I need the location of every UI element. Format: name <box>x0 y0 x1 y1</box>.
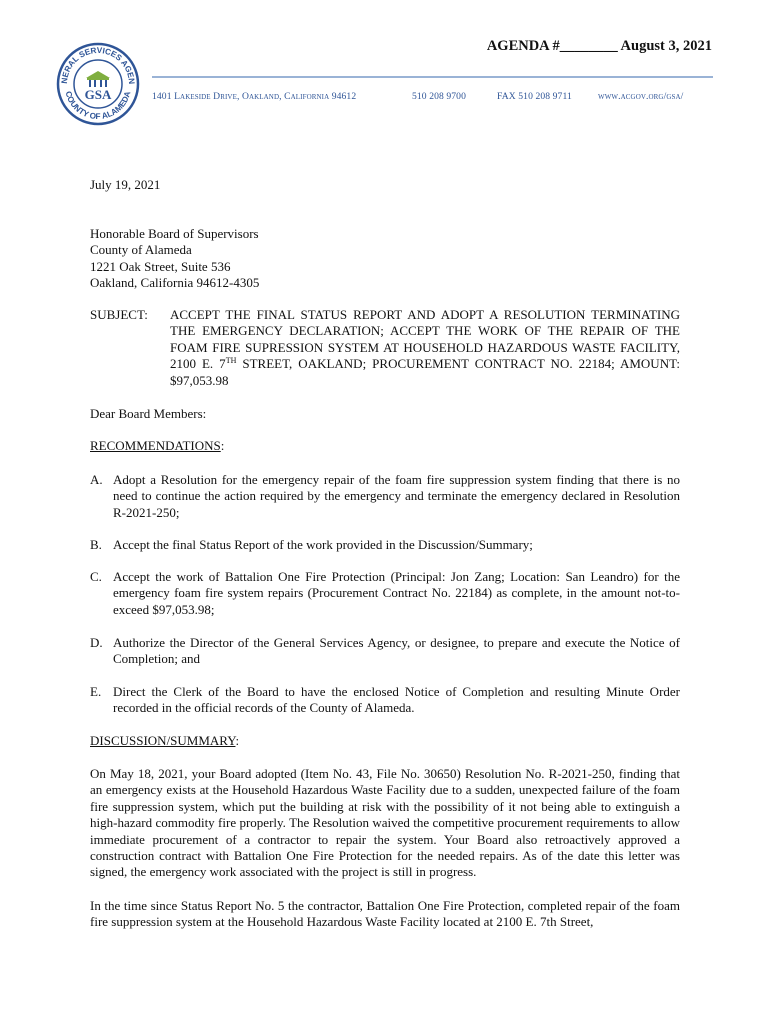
header-website[interactable]: www.acgov.org/gsa/ <box>598 91 684 102</box>
header-phone: 510 208 9700 <box>412 91 466 102</box>
recommendation-text: Accept the final Status Report of the work provided in the Discussion/Summary; <box>113 537 533 552</box>
recipient-line: 1221 Oak Street, Suite 536 <box>90 258 231 274</box>
recommendation-item <box>90 684 680 717</box>
discussion-paragraph: In the time since Status Report No. 5 the contractor, Battalion One Fire Protection, completed repair of the foam fire suppression system at the Household Hazardous Waste Facility located at 2100 E. 7th Street, <box>90 898 680 930</box>
recommendation-letter: D. <box>90 635 103 650</box>
recipient-line: County of Alameda <box>90 242 192 258</box>
subject-text <box>170 307 680 389</box>
discussion-heading: DISCUSSION/SUMMARY: <box>90 733 240 748</box>
recommendation-letter: B. <box>90 537 102 552</box>
header-fax: FAX 510 208 9711 <box>497 91 572 102</box>
logo-ring-bottom-text: COUNTY OF ALAMEDA <box>63 90 133 122</box>
subject-superscript: TH <box>225 356 237 366</box>
subject-text-part2: STREET, OAKLAND; PROCUREMENT CONTRACT NO. 22184; AMOUNT: $97,053.98 <box>170 356 680 388</box>
recipient-line: Honorable Board of Supervisors <box>90 226 259 241</box>
recipient-block <box>90 226 680 292</box>
recommendation-text: Authorize the Director of the General Services Agency, or designee, to prepare and execute the Notice of Completion; and <box>113 635 680 667</box>
recommendation-item <box>90 569 680 618</box>
recommendation-text: Direct the Clerk of the Board to have the enclosed Notice of Completion and resulting Minute Order recorded in the official records of the County of Alameda. <box>113 684 680 716</box>
recommendation-text: Accept the work of Battalion One Fire Protection (Principal: Jon Zang; Location: San Leandro) for the emergency foam fire system repairs (Procurement Contract No. 22184) as complete, in the amount not-to-exceed $97,053.98; <box>113 569 680 617</box>
recommendation-letter: C. <box>90 569 102 584</box>
recommendation-text: Adopt a Resolution for the emergency repair of the foam fire suppression system finding that there is no need to continue the action required by the emergency and terminate the emergency declared in Resolution R-2021-250; <box>113 472 680 520</box>
recommendations-heading: RECOMMENDATIONS: <box>90 438 225 453</box>
discussion-paragraph: On May 18, 2021, your Board adopted (Item No. 43, File No. 30650) Resolution No. R-2021-250, finding that an emergency exists at the Household Hazardous Waste Facility due to a sudden, unexpected failure of the foam fire suppression system, which put the building at risk with the possibility of it not being able to extinguish a high-hazard commodity fire properly. The Resolution waived the competitive procurement requirements to allow immediate procurement of a contractor to repair the system. Your Board also retroactively approved a construction contract with Battalion One Fire Protection for the needed repairs. As of the date this letter was signed, the emergency work associated with the project is still in progress. <box>90 766 680 880</box>
recommendation-item <box>90 537 680 553</box>
recommendation-letter: A. <box>90 472 103 487</box>
agenda-line: AGENDA #________ August 3, 2021 <box>486 38 712 54</box>
header-address: 1401 Lakeside Drive, Oakland, California 94612 <box>152 91 357 102</box>
logo-center-text: GSA <box>84 87 112 102</box>
gsa-seal-icon <box>56 42 140 126</box>
recipient-line: Oakland, California 94612-4305 <box>90 275 260 291</box>
recommendation-item <box>90 635 680 668</box>
recommendation-letter: E. <box>90 684 102 699</box>
logo-ring-top-text: NERAL SERVICES AGEN <box>59 45 137 85</box>
salutation: Dear Board Members: <box>90 406 207 421</box>
subject-label: SUBJECT: <box>90 307 148 322</box>
recommendation-item <box>90 472 680 521</box>
subject-text-part1: ACCEPT THE FINAL STATUS REPORT AND ADOPT A RESOLUTION TERMINATING THE EMERGENCY DECLARATION; ACCEPT THE WORK OF THE REPAIR OF THE FOAM FIRE SUPRESSION SYSTEM AT HOUSEHOLD HAZARDOUS WASTE FACILITY, 2100 E. 7 <box>170 307 680 372</box>
letter-date: July 19, 2021 <box>90 177 161 192</box>
gsa-logo <box>56 42 140 126</box>
header-divider <box>152 76 713 78</box>
